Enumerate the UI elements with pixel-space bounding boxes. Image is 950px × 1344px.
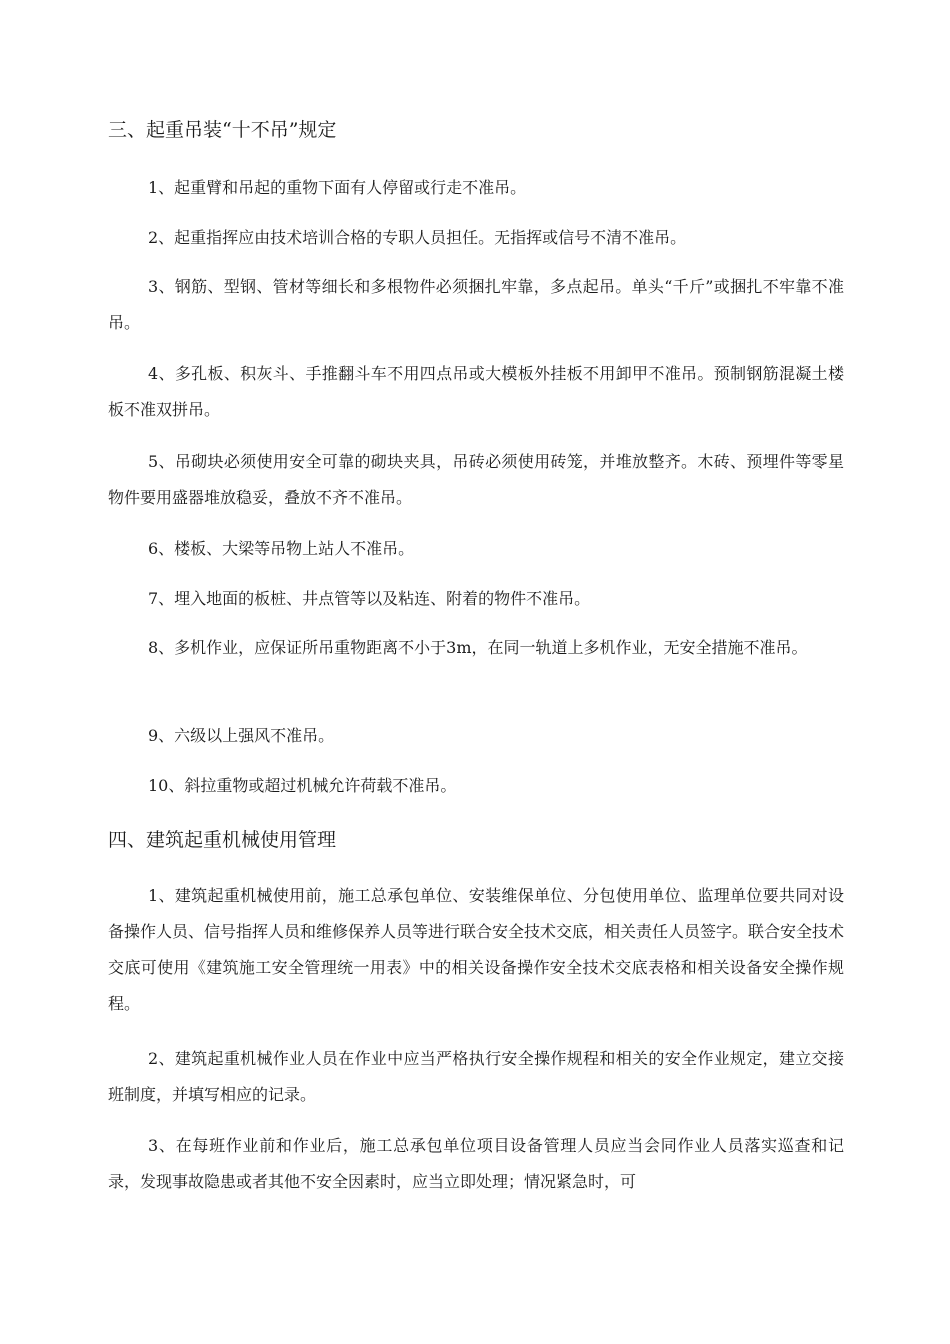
section-3-item-1: 1、起重臂和吊起的重物下面有人停留或行走不准吊。 [148,178,527,197]
section-4-heading: 四、建筑起重机械使用管理 [108,829,337,851]
section-3-item-6: 6、楼板、大梁等吊物上站人不准吊。 [148,539,415,558]
section-4-item-3: 3、在每班作业前和作业后，施工总承包单位项目设备管理人员应当会同作业人员落实巡查和记录，发现事故隐患或者其他不安全因素时，应当立即处理；情况紧急时，可 [108,1136,844,1191]
section-3-item-3: 3、钢筋、型钢、管材等细长和多根物件必须捆扎牢靠，多点起吊。单头“千斤”或捆扎不牢靠不准吊。 [108,277,844,332]
section-4-item-2: 2、建筑起重机械作业人员在作业中应当严格执行安全操作规程和相关的安全作业规定，建立交接班制度，并填写相应的记录。 [108,1049,844,1104]
section-3-item-9: 9、六级以上强风不准吊。 [148,726,335,745]
section-3-item-8: 8、多机作业，应保证所吊重物距离不小于3m，在同一轨道上多机作业，无安全措施不准吊。 [148,638,808,657]
section-3-item-4: 4、多孔板、积灰斗、手推翻斗车不用四点吊或大模板外挂板不用卸甲不准吊。预制钢筋混凝土楼板不准双拼吊。 [108,364,844,419]
section-3-item-5: 5、吊砌块必须使用安全可靠的砌块夹具，吊砖必须使用砖笼，并堆放整齐。木砖、预埋件等零星物件要用盛器堆放稳妥，叠放不齐不准吊。 [108,452,844,507]
section-3-item-7: 7、埋入地面的板桩、井点管等以及粘连、附着的物件不准吊。 [148,589,591,608]
section-3-heading: 三、起重吊装“十不吊”规定 [108,119,337,141]
section-3-item-10: 10、斜拉重物或超过机械允许荷载不准吊。 [148,776,457,795]
section-3-item-2: 2、起重指挥应由技术培训合格的专职人员担任。无指挥或信号不清不准吊。 [148,228,687,247]
section-4-item-1: 1、建筑起重机械使用前，施工总承包单位、安装维保单位、分包使用单位、监理单位要共同对设备操作人员、信号指挥人员和维修保养人员等进行联合安全技术交底，相关责任人员签字。联合安全技术交底可使用《建筑施工安全管理统一用表》中的相关设备操作安全技术交底表格和相关设备安全操作规程。 [108,886,845,1013]
